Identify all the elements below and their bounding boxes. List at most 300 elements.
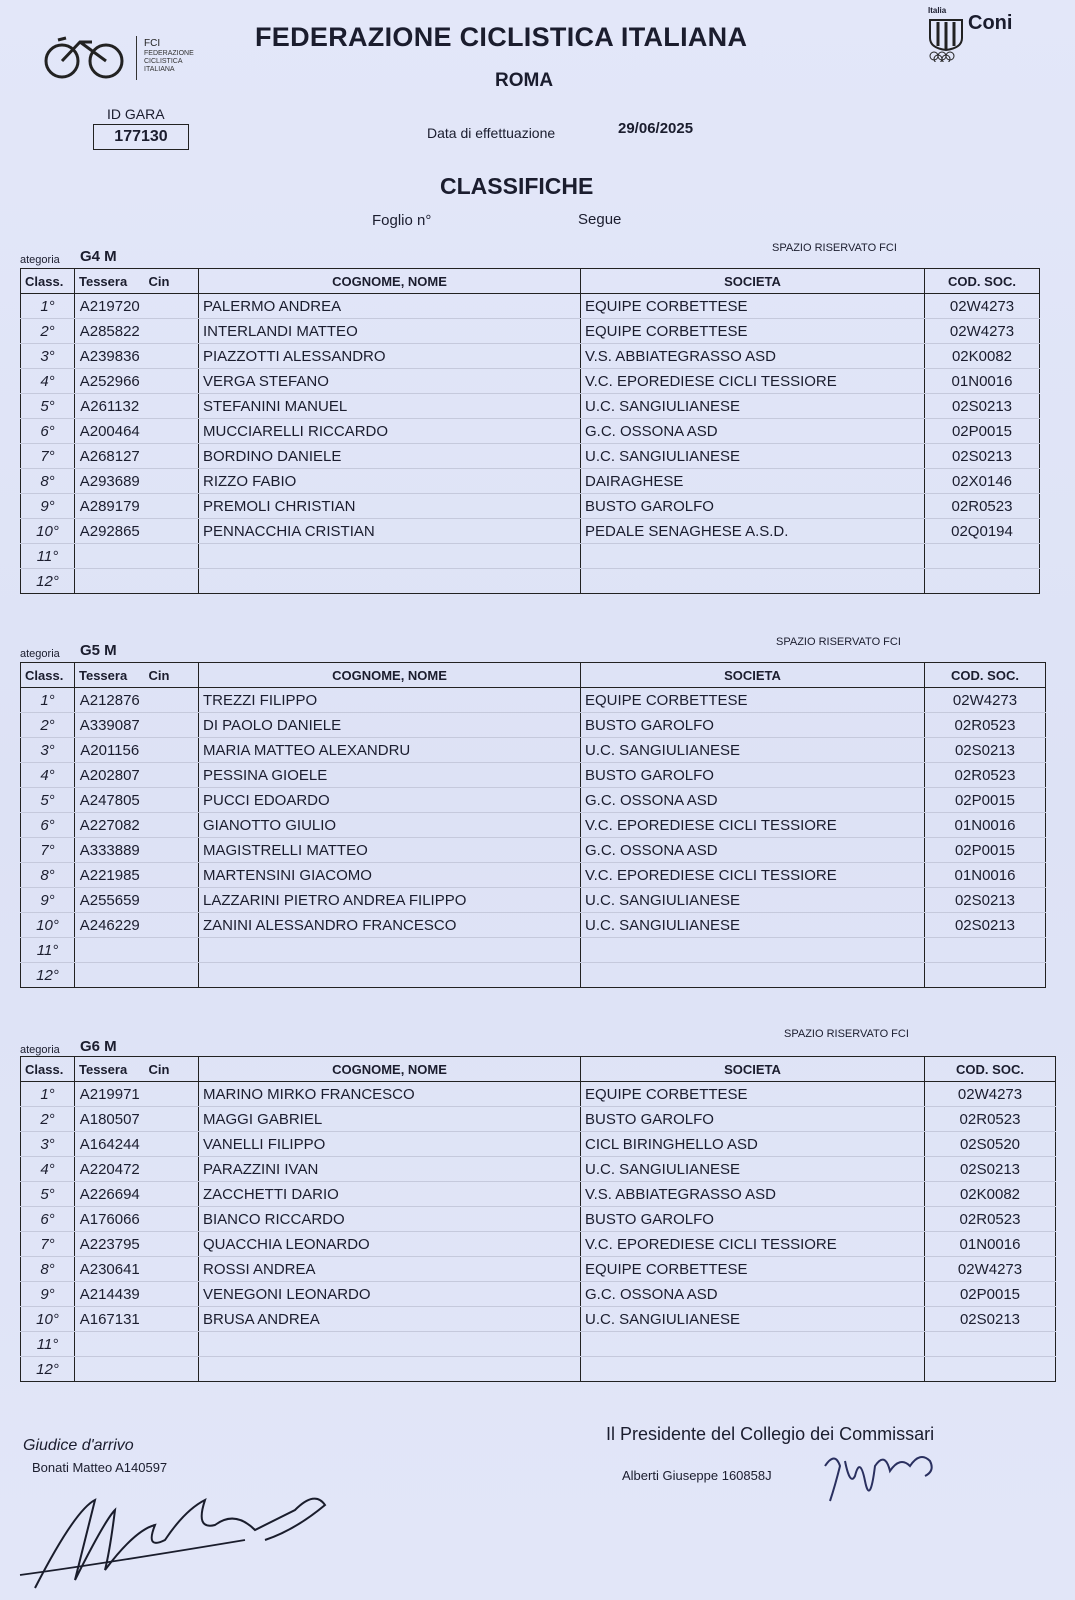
- cell-tessera: A247805: [75, 788, 145, 813]
- cell-societa: EQUIPE CORBETTESE: [581, 1257, 925, 1282]
- table-header-row: [21, 663, 1046, 688]
- section-title: CLASSIFICHE: [440, 173, 594, 199]
- cell-societa: DAIRAGHESE: [581, 469, 925, 494]
- cell-nome: VERGA STEFANO: [199, 369, 581, 394]
- table-row: [21, 369, 1040, 394]
- cell-cin: [145, 1282, 199, 1307]
- cell-societa: U.C. SANGIULIANESE: [581, 888, 925, 913]
- table-row: [21, 1157, 1056, 1182]
- table-row: [21, 1232, 1056, 1257]
- table-row: [21, 1307, 1056, 1332]
- category-value: G5 M: [80, 642, 117, 659]
- cell-pos: 2°: [21, 713, 75, 738]
- cell-tessera: A289179: [75, 494, 145, 519]
- cell-cod: 02R0523: [925, 713, 1046, 738]
- cell-cod: 02K0082: [925, 1182, 1056, 1207]
- table-row: [21, 863, 1046, 888]
- header-cin: Cin: [145, 663, 199, 688]
- cell-cod: 02Q0194: [925, 519, 1040, 544]
- cell-pos: 12°: [21, 569, 75, 594]
- cell-nome: PENNACCHIA CRISTIAN: [199, 519, 581, 544]
- cell-nome: ZACCHETTI DARIO: [199, 1182, 581, 1207]
- presidente-signature: [815, 1446, 945, 1516]
- coni-emblem-icon: [926, 16, 966, 62]
- cell-societa: V.C. EPOREDIESE CICLI TESSIORE: [581, 813, 925, 838]
- cell-societa: [581, 1332, 925, 1357]
- cell-cin: [145, 938, 199, 963]
- table-row: [21, 444, 1040, 469]
- cell-nome: PUCCI EDOARDO: [199, 788, 581, 813]
- cell-societa: U.C. SANGIULIANESE: [581, 394, 925, 419]
- cell-cin: [145, 544, 199, 569]
- table-row: [21, 1257, 1056, 1282]
- cell-nome: DI PAOLO DANIELE: [199, 713, 581, 738]
- table-row: [21, 1282, 1056, 1307]
- cell-tessera: A201156: [75, 738, 145, 763]
- table-row: [21, 1207, 1056, 1232]
- cell-nome: PALERMO ANDREA: [199, 294, 581, 319]
- cell-cod: [925, 1357, 1056, 1382]
- cell-cod: 01N0016: [925, 1232, 1056, 1257]
- header-tessera: Tessera: [75, 663, 145, 688]
- header-class: Class.: [21, 1057, 75, 1082]
- cell-societa: [581, 544, 925, 569]
- cell-tessera: A292865: [75, 519, 145, 544]
- table-header-row: [21, 269, 1040, 294]
- table-row: [21, 1132, 1056, 1157]
- cell-pos: 5°: [21, 788, 75, 813]
- cell-nome: BRUSA ANDREA: [199, 1307, 581, 1332]
- table-row: [21, 1357, 1056, 1382]
- cell-nome: PIAZZOTTI ALESSANDRO: [199, 344, 581, 369]
- cell-pos: 5°: [21, 394, 75, 419]
- presidente-name: Alberti Giuseppe 160858J: [622, 1468, 772, 1483]
- coni-logo: [926, 6, 1036, 62]
- cell-cod: 02P0015: [925, 1282, 1056, 1307]
- cell-cin: [145, 888, 199, 913]
- cell-nome: GIANOTTO GIULIO: [199, 813, 581, 838]
- cell-tessera: [75, 1357, 145, 1382]
- header-cod-soc: COD. SOC.: [925, 1057, 1056, 1082]
- cell-cod: 02W4273: [925, 1257, 1056, 1282]
- cell-cod: 02S0213: [925, 888, 1046, 913]
- segue-label: Segue: [578, 211, 622, 228]
- cell-cin: [145, 963, 199, 988]
- cell-nome: MARTENSINI GIACOMO: [199, 863, 581, 888]
- cell-tessera: A220472: [75, 1157, 145, 1182]
- cell-cin: [145, 1357, 199, 1382]
- cell-cin: [145, 1332, 199, 1357]
- cell-societa: G.C. OSSONA ASD: [581, 1282, 925, 1307]
- header-cod-soc: COD. SOC.: [925, 663, 1046, 688]
- cell-cod: [925, 1332, 1056, 1357]
- cell-pos: 2°: [21, 1107, 75, 1132]
- cell-cin: [145, 519, 199, 544]
- cell-cin: [145, 913, 199, 938]
- cell-pos: 1°: [21, 1082, 75, 1107]
- cell-tessera: A255659: [75, 888, 145, 913]
- cell-societa: BUSTO GAROLFO: [581, 494, 925, 519]
- cell-cod: 01N0016: [925, 863, 1046, 888]
- table-row: [21, 394, 1040, 419]
- cell-societa: EQUIPE CORBETTESE: [581, 1082, 925, 1107]
- cell-nome: PARAZZINI IVAN: [199, 1157, 581, 1182]
- cell-cod: 02K0082: [925, 344, 1040, 369]
- cell-pos: 1°: [21, 294, 75, 319]
- cell-societa: G.C. OSSONA ASD: [581, 419, 925, 444]
- cell-cod: 02X0146: [925, 469, 1040, 494]
- table-row: [21, 838, 1046, 863]
- cell-pos: 8°: [21, 863, 75, 888]
- logo-divider: [136, 36, 137, 80]
- cell-cin: [145, 788, 199, 813]
- cell-societa: U.C. SANGIULIANESE: [581, 738, 925, 763]
- header-cognome-nome: COGNOME, NOME: [199, 269, 581, 294]
- cell-nome: INTERLANDI MATTEO: [199, 319, 581, 344]
- cell-tessera: [75, 1332, 145, 1357]
- giudice-name: Bonati Matteo A140597: [32, 1460, 168, 1475]
- header-tessera: Tessera: [75, 1057, 145, 1082]
- cell-pos: 4°: [21, 763, 75, 788]
- table-row: [21, 763, 1046, 788]
- presidente-label: Il Presidente del Collegio dei Commissari: [606, 1424, 935, 1444]
- cell-tessera: A176066: [75, 1207, 145, 1232]
- cell-pos: 3°: [21, 344, 75, 369]
- coni-text: Coni: [968, 12, 1013, 34]
- cell-tessera: A221985: [75, 863, 145, 888]
- cell-pos: 6°: [21, 1207, 75, 1232]
- cell-tessera: A239836: [75, 344, 145, 369]
- cell-cod: 02R0523: [925, 763, 1046, 788]
- page-title: FEDERAZIONE CICLISTICA ITALIANA: [255, 22, 748, 52]
- cell-societa: V.C. EPOREDIESE CICLI TESSIORE: [581, 369, 925, 394]
- id-gara-label: ID GARA: [107, 106, 165, 122]
- cell-cin: [145, 469, 199, 494]
- spazio-riservato: SPAZIO RISERVATO FCI: [784, 1028, 909, 1040]
- header-cin: Cin: [145, 1057, 199, 1082]
- cell-societa: PEDALE SENAGHESE A.S.D.: [581, 519, 925, 544]
- spazio-riservato: SPAZIO RISERVATO FCI: [772, 242, 897, 254]
- cell-nome: [199, 963, 581, 988]
- cell-tessera: A339087: [75, 713, 145, 738]
- cell-pos: 11°: [21, 544, 75, 569]
- header-cin: Cin: [145, 269, 199, 294]
- date-value: 29/06/2025: [618, 120, 694, 137]
- category-label: ategoria: [20, 1044, 60, 1056]
- cell-nome: [199, 569, 581, 594]
- table-row: [21, 1082, 1056, 1107]
- cell-societa: CICL BIRINGHELLO ASD: [581, 1132, 925, 1157]
- table-row: [21, 469, 1040, 494]
- table-row: [21, 569, 1040, 594]
- cell-cod: 02W4273: [925, 688, 1046, 713]
- cell-tessera: A212876: [75, 688, 145, 713]
- results-table-g6: [20, 1056, 1056, 1382]
- cell-tessera: A227082: [75, 813, 145, 838]
- cell-cin: [145, 1257, 199, 1282]
- cell-cod: 02W4273: [925, 1082, 1056, 1107]
- cell-cin: [145, 1107, 199, 1132]
- cell-cod: [925, 544, 1040, 569]
- cell-nome: [199, 1332, 581, 1357]
- cell-cin: [145, 1207, 199, 1232]
- cell-societa: U.C. SANGIULIANESE: [581, 1307, 925, 1332]
- header-societa: SOCIETA: [581, 663, 925, 688]
- table-row: [21, 344, 1040, 369]
- cell-societa: V.C. EPOREDIESE CICLI TESSIORE: [581, 863, 925, 888]
- table-row: [21, 1182, 1056, 1207]
- table-row: [21, 519, 1040, 544]
- cell-tessera: A223795: [75, 1232, 145, 1257]
- category-value: G6 M: [80, 1038, 117, 1055]
- giudice-label: Giudice d'arrivo: [23, 1437, 134, 1454]
- cell-nome: RIZZO FABIO: [199, 469, 581, 494]
- cell-tessera: A333889: [75, 838, 145, 863]
- cell-nome: PREMOLI CHRISTIAN: [199, 494, 581, 519]
- foglio-label: Foglio n°: [372, 212, 432, 229]
- cell-cod: 02S0213: [925, 444, 1040, 469]
- cell-societa: U.C. SANGIULIANESE: [581, 1157, 925, 1182]
- cell-societa: EQUIPE CORBETTESE: [581, 688, 925, 713]
- table-row: [21, 813, 1046, 838]
- date-label: Data di effettuazione: [427, 125, 556, 141]
- cell-cin: [145, 1307, 199, 1332]
- header-class: Class.: [21, 663, 75, 688]
- cell-cin: [145, 369, 199, 394]
- cell-tessera: A252966: [75, 369, 145, 394]
- cell-pos: 8°: [21, 1257, 75, 1282]
- table-row: [21, 713, 1046, 738]
- category-value: G4 M: [80, 248, 117, 265]
- cell-cin: [145, 1132, 199, 1157]
- category-label: ategoria: [20, 648, 60, 660]
- cell-cin: [145, 763, 199, 788]
- category-label: ategoria: [20, 254, 60, 266]
- cell-nome: VANELLI FILIPPO: [199, 1132, 581, 1157]
- cell-nome: LAZZARINI PIETRO ANDREA FILIPPO: [199, 888, 581, 913]
- cell-societa: V.S. ABBIATEGRASSO ASD: [581, 1182, 925, 1207]
- cell-pos: 11°: [21, 938, 75, 963]
- cell-tessera: A261132: [75, 394, 145, 419]
- table-row: [21, 319, 1040, 344]
- cell-pos: 9°: [21, 1282, 75, 1307]
- cell-cin: [145, 419, 199, 444]
- cell-pos: 4°: [21, 1157, 75, 1182]
- coni-italia-text: Italia: [928, 6, 947, 15]
- cell-cod: [925, 938, 1046, 963]
- table-row: [21, 788, 1046, 813]
- table-row: [21, 963, 1046, 988]
- cell-pos: 12°: [21, 1357, 75, 1382]
- cell-societa: G.C. OSSONA ASD: [581, 788, 925, 813]
- cell-societa: [581, 963, 925, 988]
- table-row: [21, 544, 1040, 569]
- cell-nome: MARINO MIRKO FRANCESCO: [199, 1082, 581, 1107]
- cell-tessera: A219971: [75, 1082, 145, 1107]
- cell-tessera: A180507: [75, 1107, 145, 1132]
- cell-nome: BIANCO RICCARDO: [199, 1207, 581, 1232]
- cell-societa: BUSTO GAROLFO: [581, 1207, 925, 1232]
- cell-tessera: [75, 938, 145, 963]
- cell-cod: 02W4273: [925, 319, 1040, 344]
- cell-tessera: [75, 544, 145, 569]
- id-gara-value: 177130: [93, 124, 189, 150]
- header-societa: SOCIETA: [581, 269, 925, 294]
- cell-cin: [145, 569, 199, 594]
- cell-cin: [145, 1157, 199, 1182]
- cell-nome: ZANINI ALESSANDRO FRANCESCO: [199, 913, 581, 938]
- cell-pos: 3°: [21, 738, 75, 763]
- fci-full-name: FEDERAZIONE CICLISTICA ITALIANA: [144, 50, 194, 73]
- cell-pos: 9°: [21, 888, 75, 913]
- cell-cod: 02P0015: [925, 419, 1040, 444]
- cell-cod: 02S0213: [925, 913, 1046, 938]
- cell-societa: G.C. OSSONA ASD: [581, 838, 925, 863]
- cell-cin: [145, 838, 199, 863]
- cell-tessera: A246229: [75, 913, 145, 938]
- cell-cin: [145, 713, 199, 738]
- cell-pos: 12°: [21, 963, 75, 988]
- page-subtitle: ROMA: [495, 70, 554, 91]
- cell-societa: EQUIPE CORBETTESE: [581, 319, 925, 344]
- header-cognome-nome: COGNOME, NOME: [199, 1057, 581, 1082]
- cell-societa: V.S. ABBIATEGRASSO ASD: [581, 344, 925, 369]
- cell-tessera: A200464: [75, 419, 145, 444]
- cell-nome: TREZZI FILIPPO: [199, 688, 581, 713]
- cell-tessera: A230641: [75, 1257, 145, 1282]
- cell-pos: 1°: [21, 688, 75, 713]
- header-cod-soc: COD. SOC.: [925, 269, 1040, 294]
- cell-pos: 6°: [21, 813, 75, 838]
- cell-cin: [145, 494, 199, 519]
- cell-cod: 02R0523: [925, 1207, 1056, 1232]
- cell-tessera: A293689: [75, 469, 145, 494]
- cell-pos: 10°: [21, 519, 75, 544]
- table-row: [21, 1332, 1056, 1357]
- cell-cin: [145, 394, 199, 419]
- cell-cod: 02S0213: [925, 738, 1046, 763]
- cell-cod: [925, 963, 1046, 988]
- bicycle-logo-icon: [40, 34, 132, 80]
- cell-societa: EQUIPE CORBETTESE: [581, 294, 925, 319]
- cell-societa: BUSTO GAROLFO: [581, 1107, 925, 1132]
- cell-tessera: A268127: [75, 444, 145, 469]
- cell-cod: 02S0213: [925, 394, 1040, 419]
- cell-cin: [145, 294, 199, 319]
- cell-nome: MARIA MATTEO ALEXANDRU: [199, 738, 581, 763]
- table-row: [21, 688, 1046, 713]
- cell-cin: [145, 1232, 199, 1257]
- fci-abbr: FCI: [144, 38, 161, 49]
- cell-pos: 7°: [21, 838, 75, 863]
- cell-cod: [925, 569, 1040, 594]
- cell-nome: [199, 938, 581, 963]
- cell-nome: QUACCHIA LEONARDO: [199, 1232, 581, 1257]
- cell-pos: 6°: [21, 419, 75, 444]
- cell-societa: V.C. EPOREDIESE CICLI TESSIORE: [581, 1232, 925, 1257]
- cell-nome: [199, 1357, 581, 1382]
- cell-cod: 02P0015: [925, 838, 1046, 863]
- cell-cin: [145, 738, 199, 763]
- cell-nome: MAGGI GABRIEL: [199, 1107, 581, 1132]
- spazio-riservato: SPAZIO RISERVATO FCI: [776, 636, 901, 648]
- table-row: [21, 888, 1046, 913]
- table-row: [21, 738, 1046, 763]
- table-row: [21, 1107, 1056, 1132]
- cell-nome: BORDINO DANIELE: [199, 444, 581, 469]
- cell-societa: BUSTO GAROLFO: [581, 763, 925, 788]
- table-row: [21, 938, 1046, 963]
- cell-cin: [145, 344, 199, 369]
- cell-pos: 10°: [21, 913, 75, 938]
- giudice-signature: [15, 1470, 335, 1595]
- cell-cod: 02S0213: [925, 1307, 1056, 1332]
- cell-cod: 02P0015: [925, 788, 1046, 813]
- cell-pos: 10°: [21, 1307, 75, 1332]
- results-table-g5: [20, 662, 1046, 988]
- cell-cin: [145, 813, 199, 838]
- cell-tessera: A167131: [75, 1307, 145, 1332]
- cell-cin: [145, 444, 199, 469]
- cell-tessera: [75, 569, 145, 594]
- cell-cin: [145, 1182, 199, 1207]
- cell-societa: [581, 569, 925, 594]
- cell-nome: [199, 544, 581, 569]
- cell-tessera: A214439: [75, 1282, 145, 1307]
- fci-logo: [40, 30, 220, 90]
- cell-tessera: A164244: [75, 1132, 145, 1157]
- cell-pos: 9°: [21, 494, 75, 519]
- cell-nome: PESSINA GIOELE: [199, 763, 581, 788]
- table-row: [21, 494, 1040, 519]
- cell-societa: U.C. SANGIULIANESE: [581, 913, 925, 938]
- cell-pos: 4°: [21, 369, 75, 394]
- cell-tessera: A219720: [75, 294, 145, 319]
- cell-pos: 8°: [21, 469, 75, 494]
- cell-pos: 5°: [21, 1182, 75, 1207]
- cell-cod: 02R0523: [925, 494, 1040, 519]
- cell-pos: 2°: [21, 319, 75, 344]
- cell-nome: STEFANINI MANUEL: [199, 394, 581, 419]
- cell-nome: VENEGONI LEONARDO: [199, 1282, 581, 1307]
- header-cognome-nome: COGNOME, NOME: [199, 663, 581, 688]
- cell-pos: 7°: [21, 1232, 75, 1257]
- results-table-g4: [20, 268, 1040, 594]
- cell-cin: [145, 863, 199, 888]
- cell-societa: [581, 938, 925, 963]
- cell-pos: 11°: [21, 1332, 75, 1357]
- cell-cin: [145, 1082, 199, 1107]
- cell-cod: 02S0213: [925, 1157, 1056, 1182]
- table-row: [21, 419, 1040, 444]
- cell-cod: 02W4273: [925, 294, 1040, 319]
- header-tessera: Tessera: [75, 269, 145, 294]
- cell-cin: [145, 688, 199, 713]
- table-row: [21, 913, 1046, 938]
- cell-cod: 02R0523: [925, 1107, 1056, 1132]
- cell-tessera: A285822: [75, 319, 145, 344]
- cell-cin: [145, 319, 199, 344]
- cell-pos: 7°: [21, 444, 75, 469]
- cell-tessera: [75, 963, 145, 988]
- cell-societa: [581, 1357, 925, 1382]
- cell-societa: BUSTO GAROLFO: [581, 713, 925, 738]
- cell-nome: MUCCIARELLI RICCARDO: [199, 419, 581, 444]
- cell-tessera: A226694: [75, 1182, 145, 1207]
- cell-cod: 02S0520: [925, 1132, 1056, 1157]
- cell-cod: 01N0016: [925, 369, 1040, 394]
- header-societa: SOCIETA: [581, 1057, 925, 1082]
